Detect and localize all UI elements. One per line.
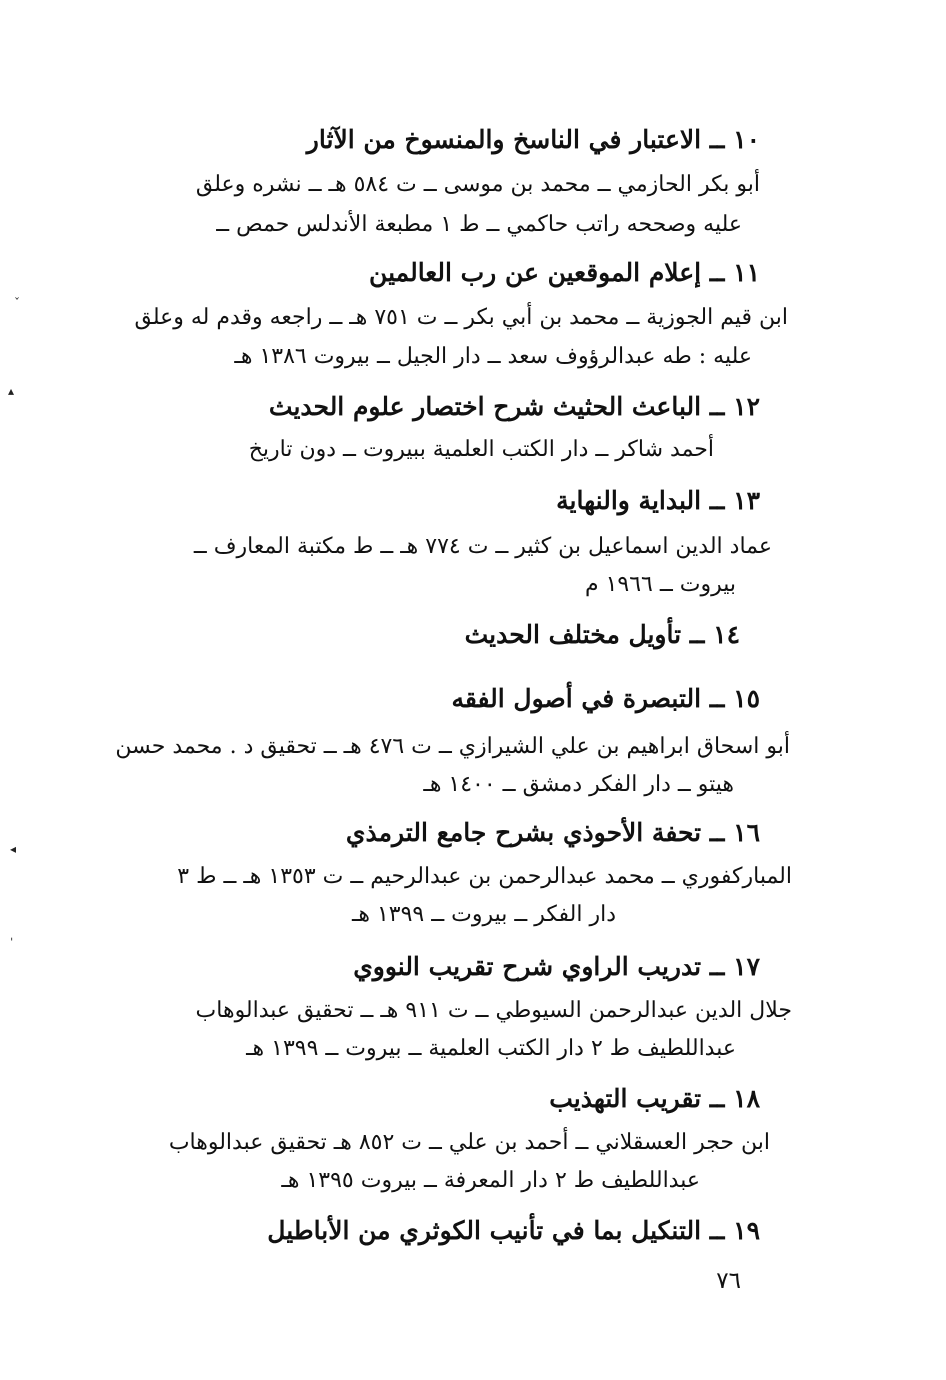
entry-line: عليه وصححه راتب حاكمي ــ ط ١ مطبعة الأندلس حمص ــ [216, 212, 742, 237]
entry-title: ١٠ ــ الاعتبار في الناسخ والمنسوخ من الآثار [306, 125, 760, 154]
entry-title: ١٩ ــ التنكيل بما في تأنيب الكوثري من الأباطيل [267, 1216, 760, 1245]
entry-line: أحمد شاكر ــ دار الكتب العلمية ببيروت ــ دون تاريخ [248, 437, 714, 462]
entry-line: بيروت ــ ١٩٦٦ م [584, 572, 736, 597]
entry-title: ١٦ ــ تحفة الأحوذي بشرح جامع الترمذي [345, 818, 760, 847]
entry-line: أبو بكر الحازمي ــ محمد بن موسى ــ ت ٥٨٤ هـ ــ نشره وعلق [195, 172, 760, 197]
entry-line: ابن حجر العسقلاني ــ أحمد بن علي ــ ت ٨٥٢ هـ تحقيق عبدالوهاب [168, 1130, 770, 1155]
page-number: ٧٦ [716, 1268, 741, 1294]
entry-line: عماد الدين اسماعيل بن كثير ــ ت ٧٧٤ هـ ــ ط مكتبة المعارف ــ [193, 534, 772, 559]
entry-line: أبو اسحاق ابراهيم بن علي الشيرازي ــ ت ٤٧٦ هـ ــ تحقيق د . محمد حسن [115, 734, 790, 759]
entry-line: المباركفوري ــ محمد عبدالرحمن بن عبدالرحيم ــ ت ١٣٥٣ هـ ــ ط ٣ [177, 864, 792, 889]
entry-title: ١٥ ــ التبصرة في أصول الفقه [451, 684, 760, 713]
entry-line: ابن قيم الجوزية ــ محمد بن أبي بكر ــ ت ٧٥١ هـ ــ راجعه وقدم له وعلق [134, 305, 788, 330]
scan-speck: ˈ [10, 936, 14, 950]
entry-title: ١٤ ــ تأويل مختلف الحديث [464, 620, 740, 649]
entry-line: دار الفكر ــ بيروت ــ ١٣٩٩ هـ [351, 902, 616, 927]
entry-title: ١٨ ــ تقريب التهذيب [549, 1084, 760, 1113]
scan-speck: ▴ [8, 384, 15, 398]
entry-line: عبداللطيف ط ٢ دار الكتب العلمية ــ بيروت ــ ١٣٩٩ هـ [246, 1036, 736, 1061]
entry-title: ١٣ ــ البداية والنهاية [556, 486, 760, 515]
scan-speck: ◂ [10, 842, 17, 856]
entry-line: عليه : طه عبدالرؤوف سعد ــ دار الجيل ــ بيروت ١٣٨٦ هـ [234, 344, 752, 369]
entry-title: ١٢ ــ الباعث الحثيث شرح اختصار علوم الحديث [268, 392, 760, 421]
entry-line: عبداللطيف ط ٢ دار المعرفة ــ بيروت ١٣٩٥ هـ [281, 1168, 700, 1193]
scan-speck: ˇ [14, 296, 20, 310]
entry-line: هيتو ــ دار الفكر دمشق ــ ١٤٠٠ هـ [423, 772, 734, 797]
entry-line: جلال الدين عبدالرحمن السيوطي ــ ت ٩١١ هـ ــ تحقيق عبدالوهاب [195, 998, 792, 1023]
entry-title: ١١ ــ إعلام الموقعين عن رب العالمين [369, 258, 760, 287]
entry-title: ١٧ ــ تدريب الراوي شرح تقريب النووي [353, 952, 760, 981]
